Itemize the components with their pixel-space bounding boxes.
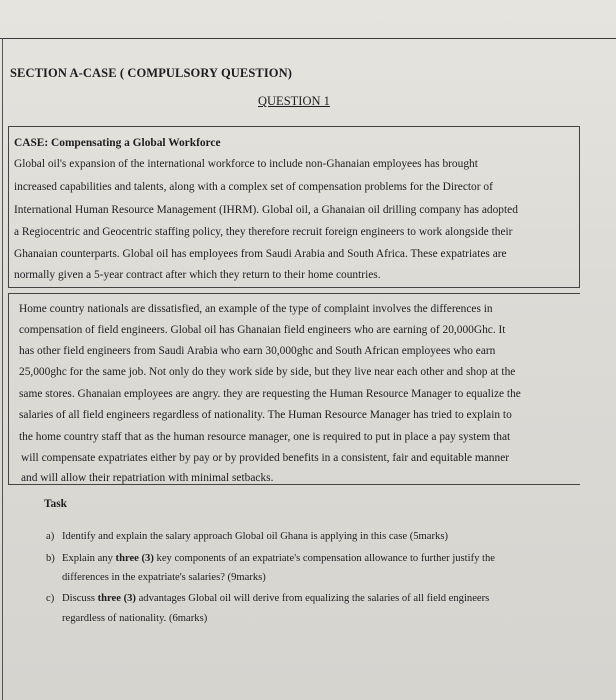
paragraph-1-line: a Regiocentric and Geocentric staffing policy, they therefore recruit foreign engineers to work alongside their — [14, 226, 513, 238]
task-text-continued: regardless of nationality. (6marks) — [62, 613, 208, 624]
question-title: QUESTION 1 — [258, 94, 330, 108]
paragraph-2-line: and will allow their repatriation with minimal setbacks. — [21, 472, 274, 484]
task-marker: c) — [46, 593, 55, 604]
paragraph-2-line: salaries of all field engineers regardless of nationality. The Human Resource Manager has tried to explain to — [19, 409, 512, 421]
paragraph-1-line: increased capabilities and talents, along with a complex set of compensation problems for the Director of — [14, 181, 493, 193]
section-title: SECTION A-CASE ( COMPULSORY QUESTION) — [10, 66, 293, 80]
paragraph-2-line: the home country staff that as the human resource manager, one is required to put in place a pay system that — [19, 431, 511, 443]
paragraph-2-line: has other field engineers from Saudi Arabia who earn 30,000ghc and South African employees who earn — [19, 345, 496, 357]
top-divider — [0, 38, 616, 39]
task-item-a — [46, 530, 448, 544]
paragraph-1-line: Ghanaian counterparts. Global oil has employees from Saudi Arabia and South Africa. These expatriates are — [14, 248, 507, 260]
paragraph-2-line: same stores. Ghanaian employees are angry. they are requesting the Human Resource Manager to equalize the — [19, 388, 521, 400]
task-text: Explain any three (3) key components of an expatriate's compensation allowance to further justify the — [62, 553, 495, 564]
paragraph-1-line: Global oil's expansion of the international workforce to include non-Ghanaian employees has brought — [14, 158, 478, 170]
task-heading: Task — [44, 498, 68, 510]
paragraph-2-line: will compensate expatriates either by pay or by provided benefits in a consistent, fair and equitable manner — [21, 452, 510, 464]
paragraph-2-line: 25,000ghc for the same job. Not only do they work side by side, but they live near each other and shop at the — [19, 366, 516, 378]
task-text: Identify and explain the salary approach Global oil Ghana is applying in this case (5marks) — [62, 531, 448, 542]
task-item-b — [46, 552, 495, 566]
paragraph-2-line: Home country nationals are dissatisfied, an example of the type of complaint involves the differences in — [19, 303, 493, 315]
paragraph-2-line: compensation of field engineers. Global oil has Ghanaian field engineers who are earning of 20,000Ghc. It — [19, 324, 506, 336]
task-marker: a) — [46, 531, 55, 542]
paragraph-1-line: normally given a 5-year contract after which they return to their home countries. — [14, 269, 381, 281]
task-marker: b) — [46, 553, 55, 564]
task-text-continued: differences in the expatriate's salaries? (9marks) — [62, 572, 266, 583]
paragraph-1-line: International Human Resource Management (IHRM). Global oil, a Ghanaian oil drilling company has adopted — [14, 204, 518, 216]
case-heading: CASE: Compensating a Global Workforce — [14, 137, 221, 149]
task-text: Discuss three (3) advantages Global oil will derive from equalizing the salaries of all field engineers — [62, 593, 490, 604]
left-margin-rule — [2, 38, 3, 700]
task-item-c — [46, 592, 489, 606]
